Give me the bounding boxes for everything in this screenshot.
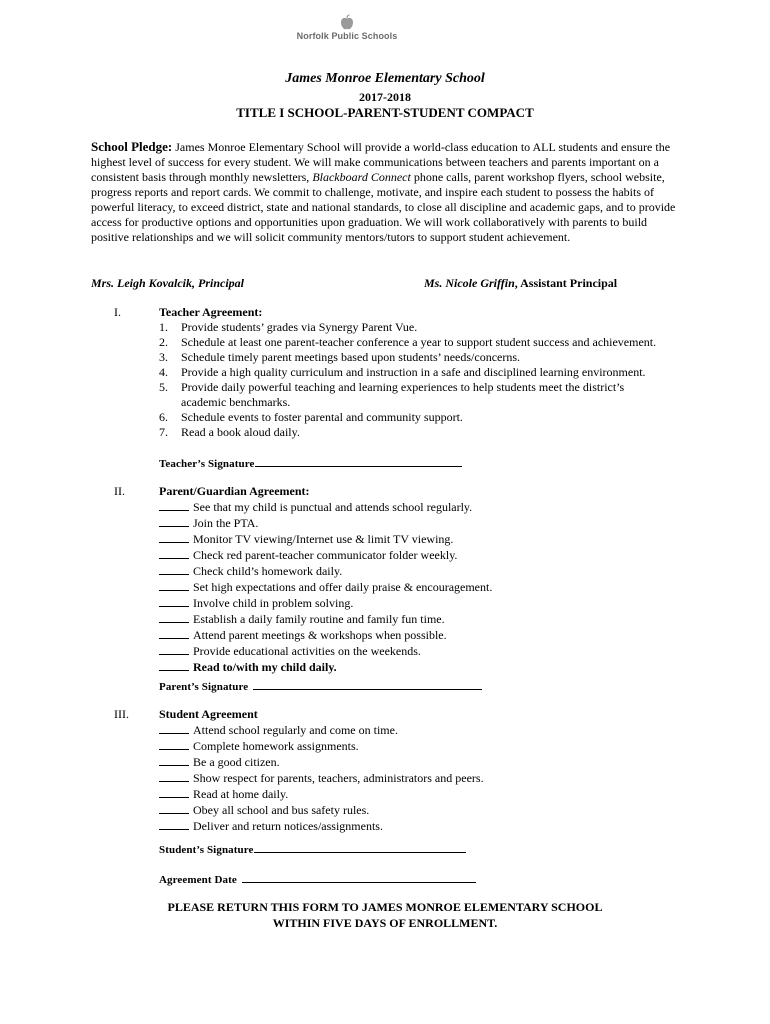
item-text: See that my child is punctual and attends school regularly. <box>193 500 473 514</box>
checkbox-blank[interactable] <box>159 818 189 830</box>
item-number: 6. <box>159 410 168 424</box>
logo-text: Norfolk Public Schools <box>296 31 398 41</box>
checkbox-blank[interactable] <box>159 802 189 814</box>
item-number: 5. <box>159 380 168 394</box>
teacher-signature-label: Teacher’s Signature <box>159 458 255 470</box>
principal-name: Mrs. Leigh Kovalcik, Principal <box>91 276 244 290</box>
list-item <box>159 380 699 410</box>
item-text: Attend school regularly and come on time. <box>193 723 398 737</box>
teacher-signature-field[interactable] <box>159 455 462 472</box>
student-agreement-title: Student Agreement <box>159 707 258 721</box>
item-text: Obey all school and bus safety rules. <box>193 803 370 817</box>
list-item <box>159 335 699 350</box>
pledge-text-2: phone calls, parent workshop flyers, school website, progress reports and report cards. We commit to challenge, motivate, and inspire each student to possess the habits of powerful literacy, to exceed district, state and national standards, to close all discipline and academic gaps, and to provide access for productive options and opportunities upon graduation. We will work collaboratively with parents to build positive relationships and we will solicit community mentors/tutors to support student achievement. <box>91 170 676 244</box>
parent-signature-line[interactable] <box>253 678 482 690</box>
item-text: Check red parent-teacher communicator folder weekly. <box>193 548 458 562</box>
list-item <box>159 818 699 834</box>
checkbox-blank[interactable] <box>159 627 189 639</box>
checkbox-blank[interactable] <box>159 579 189 591</box>
item-text: Complete homework assignments. <box>193 739 359 753</box>
teacher-agreement <box>159 305 699 440</box>
item-text: Schedule events to foster parental and community support. <box>181 410 463 424</box>
teacher-agreement-title: Teacher Agreement: <box>159 305 263 319</box>
school-name: James Monroe Elementary School <box>285 71 485 86</box>
item-text: Establish a daily family routine and family fun time. <box>193 612 445 626</box>
document-header <box>0 71 770 121</box>
item-number: 7. <box>159 425 168 439</box>
checkbox-blank[interactable] <box>159 595 189 607</box>
checkbox-blank[interactable] <box>159 770 189 782</box>
district-logo <box>292 14 402 50</box>
pledge-text-1: James Monroe Elementary School will provide a world-class education to ALL students and ensure the highest level of success for every student. We will make communications between teachers and parents important on a consistent basis through monthly newsletters, <box>91 140 671 184</box>
agreement-date-field[interactable] <box>159 871 476 888</box>
item-text: Deliver and return notices/assignments. <box>193 819 383 833</box>
checkbox-blank[interactable] <box>159 515 189 527</box>
parent-agreement <box>159 484 699 675</box>
parent-signature-label: Parent’s Signature <box>159 681 249 693</box>
compact-title: TITLE I SCHOOL-PARENT-STUDENT COMPACT <box>236 105 534 120</box>
item-text: Provide a high quality curriculum and instruction in a safe and disciplined learning environment. <box>181 365 646 379</box>
list-item <box>159 802 699 818</box>
item-text: Attend parent meetings & workshops when possible. <box>193 628 447 642</box>
checkbox-blank[interactable] <box>159 611 189 623</box>
list-item <box>159 425 699 440</box>
checkbox-blank[interactable] <box>159 643 189 655</box>
list-item <box>159 738 699 754</box>
list-item <box>159 365 699 380</box>
checkbox-blank[interactable] <box>159 563 189 575</box>
list-item <box>159 786 699 802</box>
list-item <box>159 611 699 627</box>
administrators <box>91 276 636 292</box>
list-item <box>159 659 699 675</box>
pledge-text-italic: Blackboard Connect <box>312 170 411 184</box>
assistant-principal-name: Ms. Nicole Griffin <box>424 276 515 290</box>
section-numeral-student: III. <box>114 707 129 721</box>
item-text: Join the PTA. <box>193 516 259 530</box>
item-text: Schedule at least one parent-teacher conference a year to support student success and achievement. <box>181 335 657 349</box>
item-number: 4. <box>159 365 168 379</box>
list-item <box>159 595 699 611</box>
return-instructions <box>0 899 770 931</box>
item-number: 2. <box>159 335 168 349</box>
list-item <box>159 563 699 579</box>
item-text: Read a book aloud daily. <box>181 425 300 439</box>
list-item <box>159 643 699 659</box>
teacher-signature-line[interactable] <box>255 455 462 467</box>
list-item <box>159 515 699 531</box>
agreement-date-label: Agreement Date <box>159 874 237 886</box>
item-text: Schedule timely parent meetings based upon students’ needs/concerns. <box>181 350 521 364</box>
return-instructions-line-2: WITHIN FIVE DAYS OF ENROLLMENT. <box>272 916 498 930</box>
list-item <box>159 627 699 643</box>
parent-agreement-title: Parent/Guardian Agreement: <box>159 484 310 498</box>
student-signature-field[interactable] <box>159 841 466 858</box>
item-text: Set high expectations and offer daily praise & encouragement. <box>193 580 493 594</box>
checkbox-blank[interactable] <box>159 754 189 766</box>
student-signature-label: Student’s Signature <box>159 844 254 856</box>
list-item <box>159 531 699 547</box>
item-number: 3. <box>159 350 168 364</box>
checkbox-blank[interactable] <box>159 659 189 671</box>
item-text: Check child’s homework daily. <box>193 564 343 578</box>
item-text: Read at home daily. <box>193 787 289 801</box>
checkbox-blank[interactable] <box>159 786 189 798</box>
list-item <box>159 722 699 738</box>
checkbox-blank[interactable] <box>159 547 189 559</box>
item-text: Involve child in problem solving. <box>193 596 354 610</box>
checkbox-blank[interactable] <box>159 738 189 750</box>
school-pledge <box>91 139 686 245</box>
teacher-items <box>159 320 699 440</box>
list-item <box>159 579 699 595</box>
section-numeral-parent: II. <box>114 484 125 498</box>
assistant-principal-title: , Assistant Principal <box>514 276 618 290</box>
list-item <box>159 350 699 365</box>
item-text: Show respect for parents, teachers, administrators and peers. <box>193 771 484 785</box>
assistant-principal <box>424 276 617 291</box>
item-text: Read to/with my child daily. <box>193 660 337 674</box>
checkbox-blank[interactable] <box>159 499 189 511</box>
student-agreement <box>159 707 699 834</box>
list-item <box>159 410 699 425</box>
checkbox-blank[interactable] <box>159 722 189 734</box>
list-item <box>159 754 699 770</box>
student-signature-line[interactable] <box>254 841 466 853</box>
item-text: Provide students’ grades via Synergy Parent Vue. <box>181 320 418 334</box>
list-item <box>159 547 699 563</box>
agreement-date-line[interactable] <box>242 871 476 883</box>
item-number: 1. <box>159 320 168 334</box>
return-instructions-line-1: PLEASE RETURN THIS FORM TO JAMES MONROE ELEMENTARY SCHOOL <box>167 900 603 914</box>
school-year: 2017-2018 <box>359 90 411 104</box>
list-item <box>159 499 699 515</box>
parent-signature-field[interactable] <box>159 678 482 695</box>
item-text: Monitor TV viewing/Internet use & limit TV viewing. <box>193 532 454 546</box>
checkbox-blank[interactable] <box>159 531 189 543</box>
item-text: Provide educational activities on the weekends. <box>193 644 421 658</box>
apple-icon <box>340 14 354 30</box>
item-text: Be a good citizen. <box>193 755 280 769</box>
item-text: Provide daily powerful teaching and learning experiences to help students meet the district’s academic benchmarks. <box>181 380 625 409</box>
list-item <box>159 320 699 335</box>
section-numeral-teacher: I. <box>114 305 121 319</box>
list-item <box>159 770 699 786</box>
pledge-label: School Pledge: <box>91 139 173 154</box>
